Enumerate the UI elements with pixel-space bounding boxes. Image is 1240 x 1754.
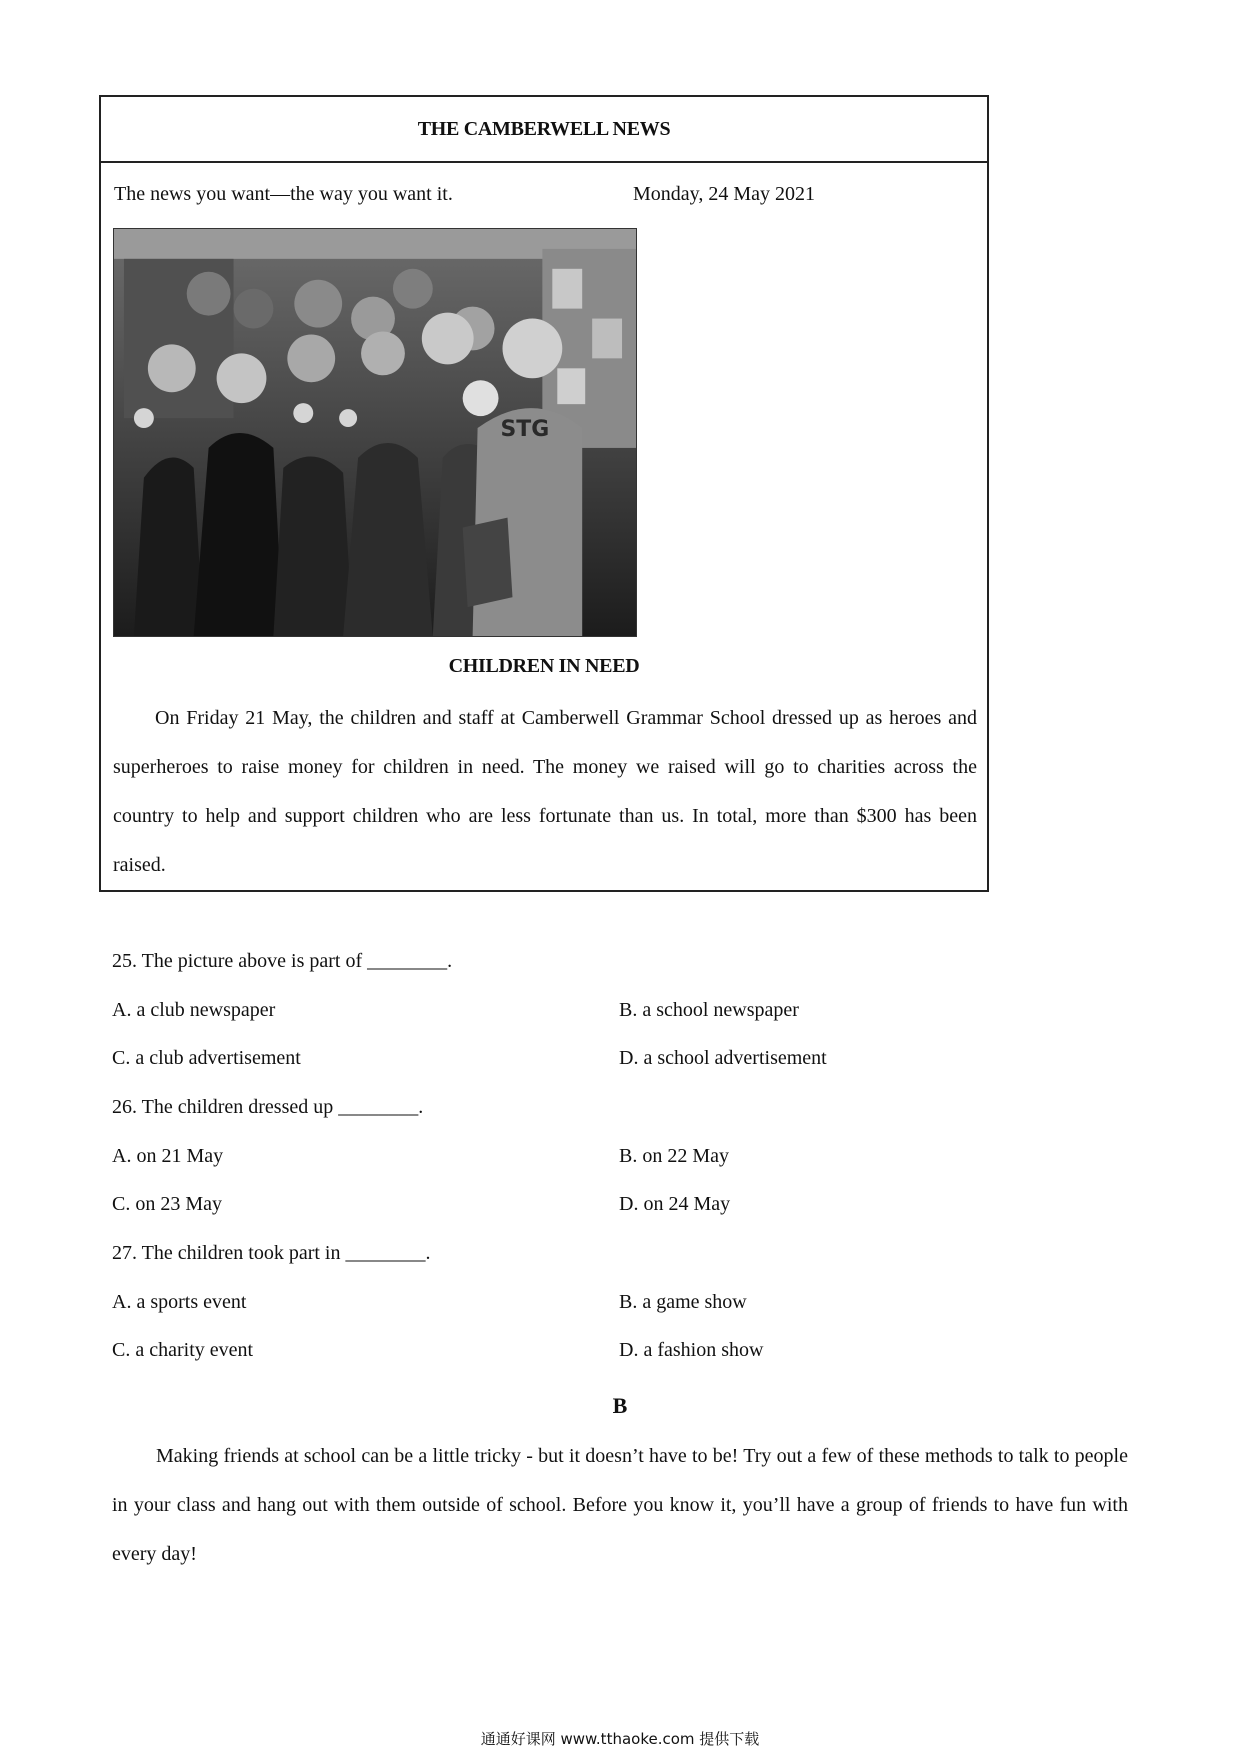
newspaper-tagline: The news you want—the way you want it. <box>114 183 453 205</box>
article-title: CHILDREN IN NEED <box>448 655 640 677</box>
section-b-heading: B <box>612 1393 628 1418</box>
article-photo <box>113 228 637 637</box>
question-26-stem: 26. The children dressed up ________. <box>112 1096 424 1118</box>
question-26-option-c[interactable]: C. on 23 May <box>112 1193 222 1215</box>
question-26-option-a[interactable]: A. on 21 May <box>112 1145 224 1167</box>
question-27-option-d[interactable]: D. a fashion show <box>619 1339 764 1361</box>
question-27-option-c[interactable]: C. a charity event <box>112 1339 254 1361</box>
newspaper-box <box>99 95 989 892</box>
question-26-option-b[interactable]: B. on 22 May <box>619 1145 729 1167</box>
question-27-stem: 27. The children took part in ________. <box>112 1242 431 1264</box>
question-25-option-d[interactable]: D. a school advertisement <box>619 1047 827 1069</box>
newspaper-date: Monday, 24 May 2021 <box>633 183 816 205</box>
question-26-option-d[interactable]: D. on 24 May <box>619 1193 731 1215</box>
page-footer: 通通好课网 www.tthaoke.com 提供下载 <box>480 1730 760 1748</box>
question-25-option-c[interactable]: C. a club advertisement <box>112 1047 301 1069</box>
question-25-option-a[interactable]: A. a club newspaper <box>112 999 276 1021</box>
section-b-paragraph: Making friends at school can be a little tricky - but it doesn’t have to be! Try out a few of these methods to talk to people in your class and hang out with them outside of school. Before you know it, you’ll have a group of friends to have fun with every day! <box>112 1445 1128 1565</box>
question-25-stem: 25. The picture above is part of ________. <box>112 950 453 972</box>
question-27-option-a[interactable]: A. a sports event <box>112 1291 247 1313</box>
question-27-option-b[interactable]: B. a game show <box>619 1291 747 1313</box>
photo-group-of-children-in-costumes <box>114 229 636 636</box>
article-body: On Friday 21 May, the children and staff at Camberwell Grammar School dressed up as heroes and superheroes to raise money for children in need. The money we raised will go to charities across the country to help and support children who are less fortunate than us. In total, more than $300 has been raised. <box>113 707 977 876</box>
newspaper-masthead: THE CAMBERWELL NEWS <box>101 97 987 163</box>
question-25-option-b[interactable]: B. a school newspaper <box>619 999 799 1021</box>
shirt-text: STG <box>500 416 550 442</box>
